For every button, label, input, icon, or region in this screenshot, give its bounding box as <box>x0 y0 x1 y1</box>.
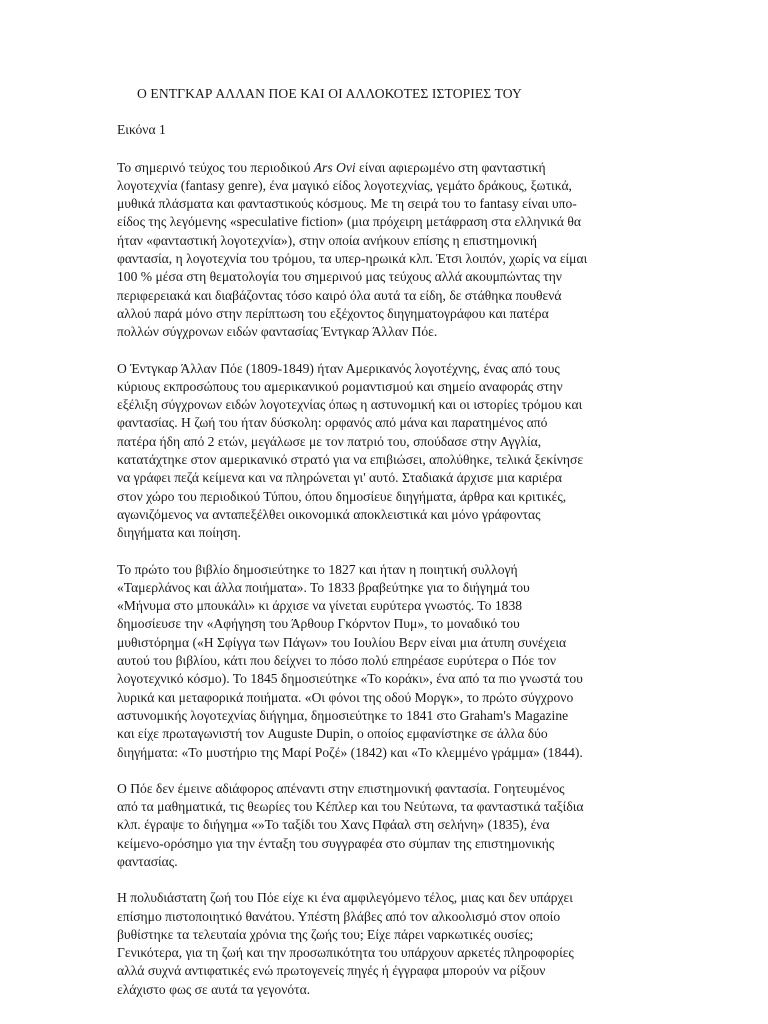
text-line: στον χώρο του περιοδικού Τύπου, όπου δημοσίευε διηγήματα, άρθρα και κριτικές, <box>117 488 567 504</box>
text-line: «Ταμερλάνος και άλλα ποιήματα». Το 1833 βραβεύτηκε για το διήγημά του <box>117 579 530 595</box>
text-line: ελάχιστο φως σε αυτά τα γεγονότα. <box>117 981 311 997</box>
text-line: φαντασία, η λογοτεχνία του τρόμου, τα υπερ-ηρωικά κλπ. Έτσι λοιπόν, χωρίς να είμαι <box>117 251 588 267</box>
text-line: Ο Έντγκαρ Άλλαν Πόε (1809-1849) ήταν Αμερικανός λογοτέχνης, ένας από τους <box>117 360 560 376</box>
text-line: κατατάχτηκε στον αμερικανικό στρατό για να επιβιώσει, απολύθηκε, τελικά ξεκίνησε <box>117 452 584 468</box>
magazine-name: Ars Ovi <box>313 159 356 175</box>
paragraph <box>117 780 647 871</box>
paragraph <box>117 360 647 543</box>
document-title: Ο ΕΝΤΓΚΑΡ ΑΛΛΑΝ ΠΟΕ ΚΑΙ ΟΙ ΑΛΛΟΚΟΤΕΣ ΙΣΤΟΡΙΕΣ ΤΟΥ <box>137 86 522 101</box>
text-line: δημοσίευσε την «Αφήγηση του Άρθουρ Γκόρντον Πυμ», το μοναδικό του <box>117 616 520 632</box>
text-line: διηγήματα: «Το μυστήριο της Μαρί Ροζέ» (1842) και «Το κλεμμένο γράμμα» (1844). <box>117 744 583 760</box>
text-line: βυθίστηκε τα τελευταία χρόνια της ζωής του; Είχε πάρει ναρκωτικές ουσίες; <box>117 926 534 942</box>
text-line: επίσημο πιστοποιητικό θανάτου. Υπέστη βλάβες από τον αλκοολισμό στον οποίο <box>117 908 561 924</box>
text-line: διηγήματα και ποίηση. <box>117 525 241 541</box>
text-line: αλλά συχνά αντιφατικές ενώ πρωτογενείς πηγές ή έγγραφα μπορούν να ρίξουν <box>117 963 546 979</box>
text-line <box>117 159 647 177</box>
text-segment: είναι αφιερωμένο στη φανταστική <box>355 159 546 175</box>
text-line: κύριους εκπροσώπους του αμερικανικού ρομαντισμού και σημείο αναφοράς στην <box>117 378 563 394</box>
text-line: φαντασίας. Η ζωή του ήταν δύσκολη: ορφανός από μάνα και παρατημένος από <box>117 415 548 431</box>
text-line: πατέρα ήδη από 2 ετών, μεγάλωσε με τον πατριό του, σπούδασε στην Αγγλία, <box>117 433 542 449</box>
text-line: «Μήνυμα στο μπουκάλι» κι άρχισε να γίνεται ευρύτερα γνωστός. Το 1838 <box>117 598 523 614</box>
text-line: λυρικά και μεταφορικά ποιήματα. «Οι φόνοι της οδού Μοργκ», το πρώτο σύγχρονο <box>117 689 574 705</box>
text-line: να γράφει πεζά κείμενα και να πληρώνεται γι' αυτό. Σταδιακά άρχισε μια καριέρα <box>117 470 563 486</box>
text-line: Το πρώτο του βιβλίο δημοσιεύτηκε το 1827 και ήταν η ποιητική συλλογή <box>117 561 518 577</box>
text-line: κλπ. έγραψε το διήγημα «»Το ταξίδι του Χανς Πφάαλ στη σελήνη» (1835), ένα <box>117 817 550 833</box>
text-line: αλλού παρά μόνο στην περίπτωση του εξέχοντος διηγηματογράφου και πατέρα <box>117 305 549 321</box>
document-page <box>117 85 647 1017</box>
text-segment: Το σημερινό τεύχος του περιοδικού <box>117 159 314 175</box>
figure-caption: Εικόνα 1 <box>117 122 166 138</box>
text-line: Ο Πόε δεν έμεινε αδιάφορος απέναντι στην επιστημονική φαντασία. Γοητευμένος <box>117 780 565 796</box>
text-line: μυθιστόρημα («Η Σφίγγα των Πάγων» του Ιουλίου Βερν είναι μια άτυπη συνέχεια <box>117 634 567 650</box>
text-line: είδος της λεγόμενης «speculative fiction» (μια πρόχειρη μετάφραση στα ελληνικά θα <box>117 214 582 230</box>
text-line: ήταν «φανταστική λογοτεχνία»), στην οποία ανήκουν επίσης η επιστημονική <box>117 232 537 248</box>
text-line: λογοτεχνικό κόσμο). Το 1845 δημοσιεύτηκε «Το κοράκι», ένα από τα πιο γνωστά του <box>117 671 583 687</box>
text-line: αυτού του βιβλίου, κάτι που δείχνει το πόσο πολύ επηρέασε ευρύτερα ο Πόε τον <box>117 653 557 669</box>
text-line: 100 % μέσα στη θεματολογία του σημερινού μας τεύχους αλλά ακουμπώντας την <box>117 269 562 285</box>
paragraph <box>117 889 647 999</box>
text-line: μυθικά πλάσματα και φανταστικούς κόσμους. Με τη σειρά του το fantasy είναι υπο- <box>117 196 577 212</box>
text-line: Η πολυδιάστατη ζωή του Πόε είχε κι ένα αμφιλεγόμενο τέλος, μιας και δεν υπάρχει <box>117 890 573 906</box>
text-line: λογοτεχνία (fantasy genre), ένα μαγικό είδος λογοτεχνίας, γεμάτο δράκους, ξωτικά, <box>117 177 572 193</box>
paragraph <box>117 561 647 762</box>
text-line: κείμενο-ορόσημο για την ένταξη του συγγραφέα στο σύμπαν της επιστημονικής <box>117 835 555 851</box>
paragraph <box>117 159 647 342</box>
text-line: περιφερειακά και διαβάζοντας τόσο καιρό όλα αυτά τα είδη, δε στάθηκα πουθενά <box>117 287 562 303</box>
text-line: από τα μαθηματικά, τις θεωρίες του Κέπλερ και του Νεύτωνα, τα φανταστικά ταξίδια <box>117 799 584 815</box>
text-line: αγωνιζόμενος να ανταπεξέλθει οικονομικά αποκλειστικά και μόνο γράφοντας <box>117 506 541 522</box>
text-line: εξέλιξη σύγχρονων ειδών λογοτεχνίας όπως η αστυνομική και οι ιστορίες τρόμου και <box>117 397 583 413</box>
text-line: και είχε πρωταγωνιστή τον Auguste Dupin, ο οποίος εμφανίστηκε σε άλλα δύο <box>117 726 548 742</box>
document-body <box>117 159 647 999</box>
text-line: φαντασίας. <box>117 853 178 869</box>
text-line: πολλών σύγχρονων ειδών φαντασίας Έντγκαρ Άλλαν Πόε. <box>117 324 438 340</box>
text-line: Γενικότερα, για τη ζωή και την προσωπικότητα του υπάρχουν αρκετές πληροφορίες <box>117 945 574 961</box>
text-line: αστυνομικής λογοτεχνίας διήγημα, δημοσιεύτηκε το 1841 στο Graham's Magazine <box>117 707 569 723</box>
